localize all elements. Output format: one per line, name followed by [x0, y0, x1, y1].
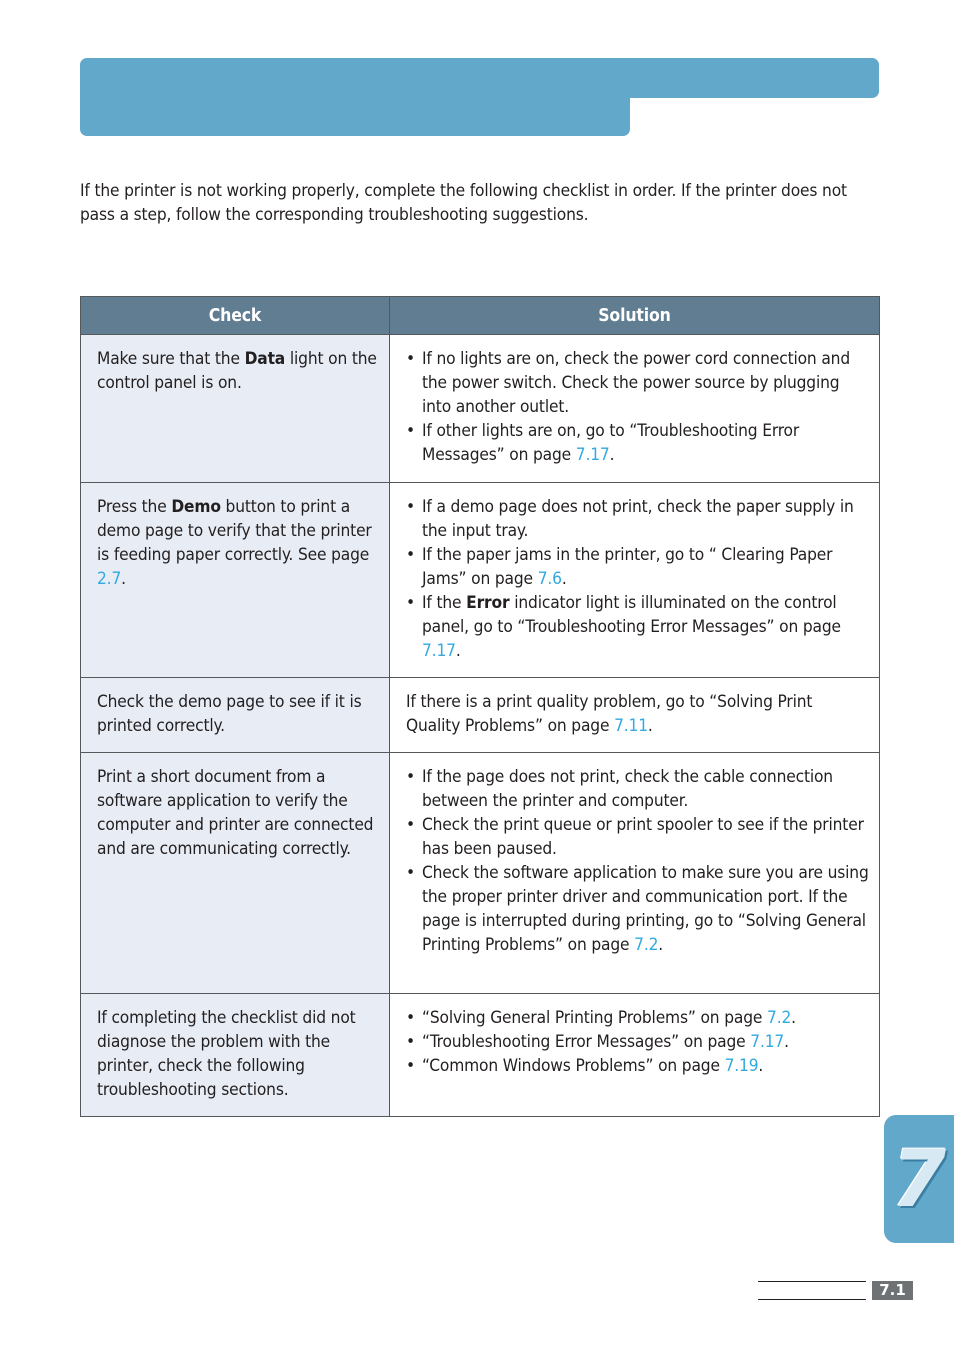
check-text [97, 349, 377, 393]
page-link[interactable]: 7.17 [422, 641, 456, 661]
chapter-title-banner-lower [80, 80, 630, 136]
text-run: If completing the checklist did not diagnose the problem with the printer, check the following troubleshooting sections. [97, 1008, 356, 1100]
check-cell [81, 994, 390, 1117]
text-run: If there is a print quality problem, go to “Solving Print Quality Problems” on page [406, 692, 813, 736]
table-row [81, 753, 880, 994]
text-run: Print a short document from a software application to verify the computer and printer are connected and are communicating correctly. [97, 767, 374, 859]
page-link[interactable]: 7.2 [767, 1008, 792, 1028]
check-cell [81, 483, 390, 678]
check-column-header: Check [81, 297, 390, 335]
solution-item [406, 1054, 871, 1078]
chapter-side-tab [884, 1115, 954, 1243]
intro-paragraph: If the printer is not working properly, complete the following checklist in order. If the printer does not pass a step, follow the corresponding troubleshooting suggestions. [80, 181, 847, 225]
check-cell [81, 753, 390, 994]
text-run: Check the demo page to see if it is printed correctly. [97, 692, 362, 736]
text-run: . [609, 445, 615, 465]
solution-list [406, 765, 871, 957]
page-link[interactable]: 7.2 [634, 935, 659, 955]
bold-term: Error [466, 593, 510, 613]
solution-list [406, 347, 871, 467]
text-run: . [791, 1008, 796, 1028]
solution-cell [390, 335, 880, 483]
text-run: . [784, 1032, 789, 1052]
page-link[interactable]: 7.6 [537, 569, 562, 589]
page-link[interactable]: 7.17 [575, 445, 610, 465]
text-run: “Common Windows Problems” on page [422, 1056, 725, 1076]
text-run: Check the print queue or print spooler to see if the printer has been paused. [422, 815, 864, 859]
solution-item [406, 1030, 871, 1054]
text-run: If other lights are on, go to “Troubleshooting Error Messages” on page [422, 421, 800, 465]
solution-item [406, 347, 871, 419]
table-header-row [81, 297, 880, 335]
solution-cell [390, 994, 880, 1117]
page-link[interactable]: 7.11 [614, 716, 648, 736]
check-text [97, 1008, 356, 1100]
solution-text [406, 692, 812, 736]
check-cell [81, 678, 390, 753]
check-text [97, 767, 373, 859]
table-row [81, 994, 880, 1117]
page-link[interactable]: 2.7 [97, 569, 122, 589]
check-text [97, 692, 362, 736]
solution-item [406, 543, 871, 591]
text-run: Check the software application to make sure you are using the proper printer driver and communication port. If the page is interrupted during printing, go to “Solving General Printing Problems” on page [422, 863, 869, 955]
solution-cell [390, 483, 880, 678]
text-run: . [758, 1056, 764, 1076]
solution-cell [390, 678, 880, 753]
text-run: If the paper jams in the printer, go to “ Clearing Paper Jams” on page [422, 545, 833, 589]
text-run: Make sure that the [97, 349, 245, 369]
check-cell [81, 335, 390, 483]
text-run: If the page does not print, check the cable connection between the printer and computer. [422, 767, 833, 811]
text-run: . [561, 569, 567, 589]
solution-list [406, 1006, 871, 1078]
text-run: If no lights are on, check the power cord connection and the power switch. Check the power source by plugging into another outlet. [422, 349, 850, 417]
solution-item [406, 591, 871, 663]
text-run: . [647, 716, 653, 736]
solution-item [406, 765, 871, 813]
solution-item [406, 419, 871, 467]
text-run: . [658, 935, 664, 955]
text-run: Press the [97, 497, 172, 517]
text-run: . [121, 569, 126, 589]
text-run: If the [422, 593, 467, 613]
solution-item [406, 495, 871, 543]
footer-rule [758, 1281, 866, 1282]
text-run: “Troubleshooting Error Messages” on page [422, 1032, 751, 1052]
page-link[interactable]: 7.17 [750, 1032, 785, 1052]
footer-rule [758, 1299, 866, 1300]
bold-term: Data [244, 349, 286, 369]
text-run: button to print a demo page to verify that the printer is feeding paper correctly. See page [97, 497, 372, 565]
solution-item [406, 1006, 871, 1030]
text-run: indicator light is illuminated on the control panel, go to “Troubleshooting Error Messages” on page [422, 593, 841, 637]
text-run: . [455, 641, 461, 661]
text-run: “Solving General Printing Problems” on page [422, 1008, 768, 1028]
check-text [97, 497, 372, 589]
page-number: 7.1 [872, 1281, 913, 1300]
table-row [81, 678, 880, 753]
troubleshooting-checklist-table [80, 296, 880, 1117]
bold-term: Demo [171, 497, 221, 517]
chapter-number: 7 [891, 1135, 947, 1225]
text-run: light on the control panel is on. [97, 349, 377, 393]
solution-item [406, 861, 871, 957]
table-row [81, 335, 880, 483]
solution-cell [390, 753, 880, 994]
page-link[interactable]: 7.19 [724, 1056, 759, 1076]
solution-item [406, 813, 871, 861]
solution-column-header: Solution [390, 297, 880, 335]
text-run: If a demo page does not print, check the paper supply in the input tray. [422, 497, 854, 541]
table-row [81, 483, 880, 678]
solution-list [406, 495, 871, 663]
